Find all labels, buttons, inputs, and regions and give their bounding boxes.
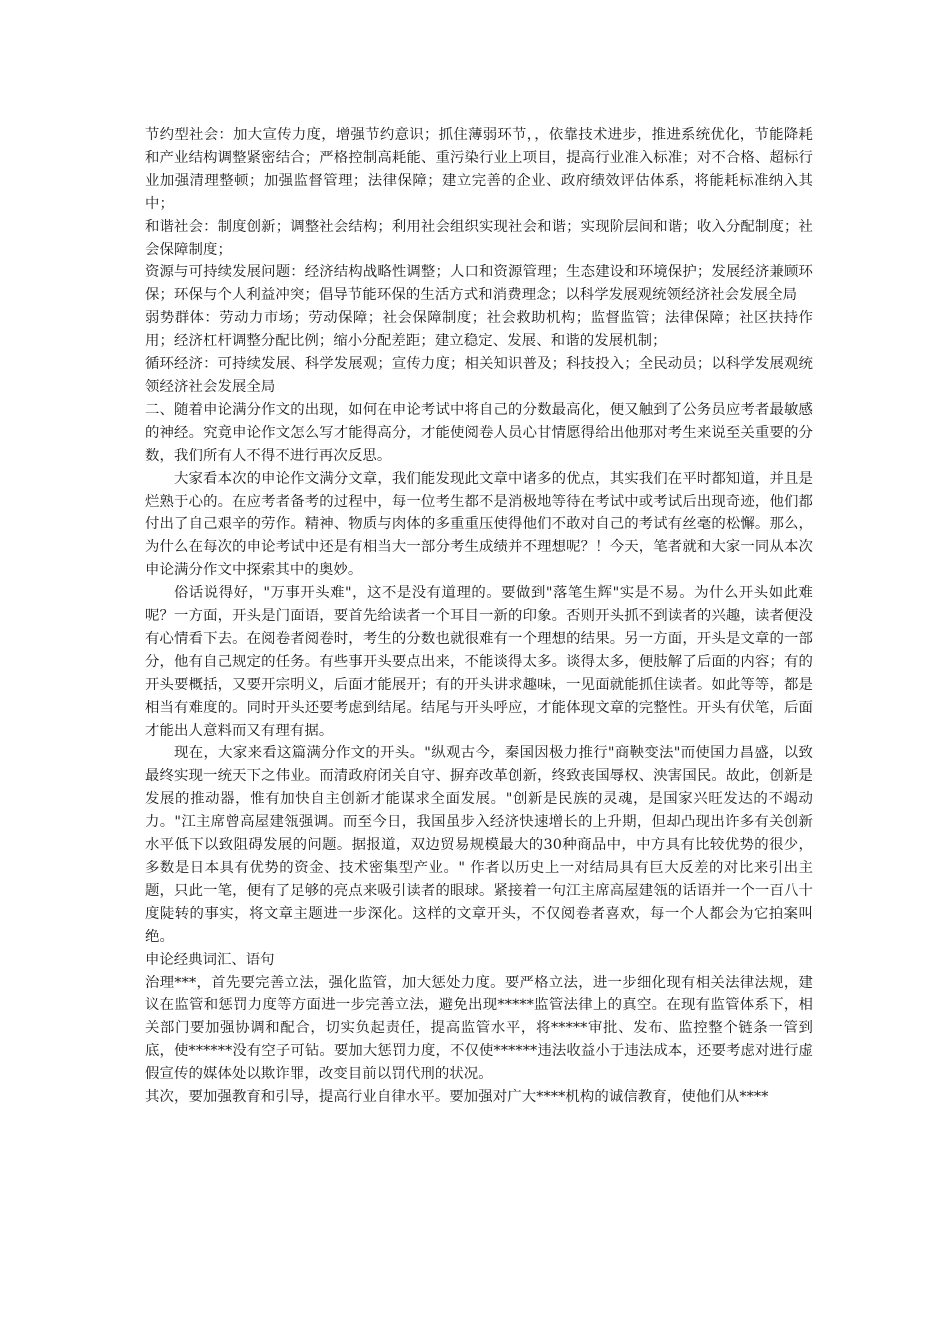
paragraph-opening-difficulty: 俗话说得好，"万事开头难"，这不是没有道理的。要做到"落笔生辉"实是不易。为什么开头如此难呢？一方面，开头是门面语，要首先给读者一个耳目一新的印象。否则开头抓不到读者的兴趣，读者便没有心情看下去。在阅卷者阅卷时，考生的分数也就很难有一个理想的结果。另一方面，开头是文章的一部分，他有自己规定的任务。有些事开头要点出来，不能谈得太多。谈得太多，便肢解了后面的内容；有的开头要概括，又要开宗明义，后面才能展开；有的开头讲求趣味，一见面就能抓住读者。如此等等，都是相当有难度的。同时开头还要考虑到结尾。结尾与开头呼应，才能体现文章的完整性。开头有伏笔，后面才能出人意料而又有理有据。: [145, 585, 813, 739]
paragraph-conservation-society: 节约型社会：加大宣传力度，增强节约意识；抓住薄弱环节，，依靠技术进步，推进系统优化，节能降耗和产业结构调整紧密结合；严格控制高耗能、重污染行业上项目，提高行业准入标准；对不合格、超标行业加强清理整顿；加强监督管理；法律保障；建立完善的企业、政府绩效评估体系，将能耗标准纳入其中；: [145, 127, 813, 212]
paragraph-full-score-essay: 大家看本次的申论作文满分文章，我们能发现此文章中诸多的优点，其实我们在平时都知道，并且是烂熟于心的。在应考者备考的过程中，每一位考生都不是消极地等待在考试中或考试后出现奇迹，他们都付出了自己艰辛的劳作。精神、物质与肉体的多重重压使得他们不敢对自己的考试有丝毫的松懈。那么，为什么在每次的申论考试中还是有相当大一部分考生成绩并不理想呢？！今天，笔者就和大家一同从本次申论满分作文中探索其中的奥妙。: [145, 470, 813, 579]
paragraph-resources-sustainable: 资源与可持续发展问题：经济结构战略性调整；人口和资源管理；生态建设和环境保护；发展经济兼顾环保；环保与个人利益冲突；倡导节能环保的生活方式和消费理念；以科学发展观统领经济社会发展全局: [145, 264, 813, 304]
paragraph-section-two: 二、随着申论满分作文的出现，如何在申论考试中将自己的分数最高化，便又触到了公务员应考者最敏感的神经。究竟申论作文怎么写才能得高分，才能使阅卷人员心甘情愿得给出他那对考生来说至关重要的分数，我们所有人不得不进行再次反思。: [145, 401, 813, 464]
document-page: [145, 124, 813, 1109]
paragraph-governance: 治理***，首先要完善立法，强化监管，加大惩处力度。要严格立法，进一步细化现有相关法律法规，建议在监管和惩罚力度等方面进一步完善立法，避免出现*****监管法律上的真空。在现有监管体系下，相关部门要加强协调和配合，切实负起责任，提高监管水平，将*****审批、发布、监控整个链条一管到底，使******没有空子可钻。要加大惩罚力度，不仅使******违法收益小于违法成本，还要考虑对进行虚假宣传的媒体处以欺诈罪，改变目前以罚代刑的状况。: [145, 974, 813, 1083]
paragraph-circular-economy: 循环经济：可持续发展、科学发展观；宣传力度；相关知识普及；科技投入；全民动员；以科学发展观统领经济社会发展全局: [145, 356, 813, 395]
paragraph-vulnerable-groups: 弱势群体：劳动力市场；劳动保障；社会保障制度；社会救助机构；监督监管；法律保障；社区扶持作用；经济杠杆调整分配比例；缩小分配差距；建立稳定、发展、和谐的发展机制；: [145, 310, 813, 350]
paragraph-harmonious-society: 和谐社会：制度创新；调整社会结构；利用社会组织实现社会和谐；实现阶层间和谐；收入分配制度；社会保障制度；: [145, 218, 813, 258]
section-heading-classic-phrases: 申论经典词汇、语句: [145, 951, 275, 968]
paragraph-education-guidance: 其次，要加强教育和引导，提高行业自律水平。要加强对广大****机构的诚信教育，使他们从****: [145, 1089, 769, 1106]
paragraph-essay-opening: 现在，大家来看这篇满分作文的开头。"纵观古今，秦国因极力推行"商鞅变法"而使国力昌盛，以致最终实现一统天下之伟业。而清政府闭关自守、摒弃改革创新，终致丧国辱权、泱害国民。故此，创新是发展的推动器，惟有加快自主创新才能谋求全面发展。"创新是民族的灵魂，是国家兴旺发达的不竭动力。"江主席曾高屋建瓴强调。而至今日，我国虽步入经济快速增长的上升期，但却凸现出许多有关创新水平低下以致阻碍发展的问题。据报道，双边贸易规模最大的30种商品中，中方具有比较优势的很少，多数是日本具有优势的资金、技术密集型产业。" 作者以历史上一对结局具有巨大反差的对比来引出主题，只此一笔，便有了足够的亮点来吸引读者的眼球。紧接着一句江主席高屋建瓴的话语并一个一百八十度陡转的事实，将文章主题进一步深化。这样的文章开头，不仅阅卷者喜欢，每一个人都会为它拍案叫绝。: [145, 745, 813, 945]
